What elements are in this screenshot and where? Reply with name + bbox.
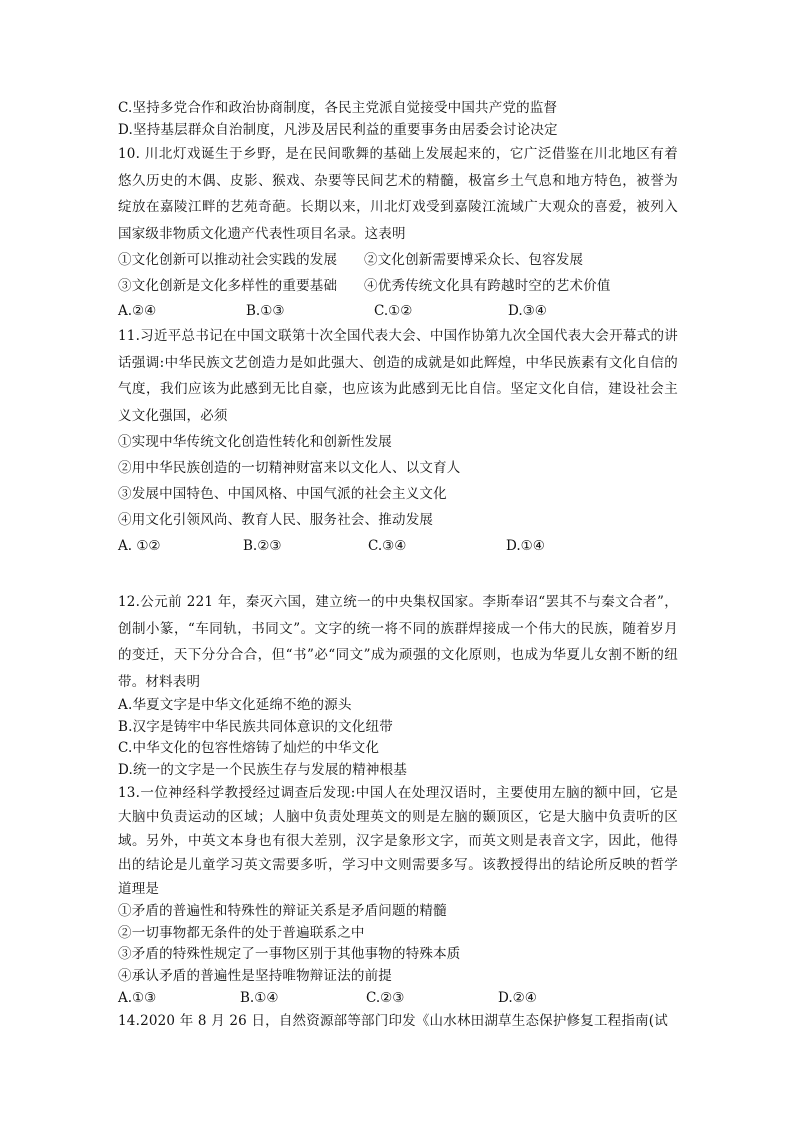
q10-option-b[interactable]: B.①③ (246, 303, 285, 319)
q13-item-1: ①矛盾的普遍性和特殊性的辩证关系是矛盾问题的精髓 (118, 903, 447, 919)
q12-option-c[interactable]: C.中华文化的包容性熔铸了灿烂的中华文化 (118, 740, 380, 756)
q12-options (118, 695, 678, 781)
q11-option-d[interactable]: D.①④ (506, 538, 545, 554)
q11-option-b[interactable]: B.②③ (243, 538, 282, 554)
q10-item-4: ④优秀传统文化具有跨越时空的艺术价值 (364, 278, 611, 294)
q10-option-d[interactable]: D.③④ (508, 303, 547, 319)
q9-tail (118, 98, 678, 141)
q13-item-2: ②一切事物都无条件的处于普遍联系之中 (118, 924, 365, 941)
spacer (118, 559, 678, 589)
q10-items-row-1 (118, 247, 678, 273)
q10-option-a[interactable]: A.②④ (118, 303, 157, 319)
question-13 (118, 781, 678, 1009)
q11-item-2: ②用中华民族创造的一切精神财富来以文化人、以文育人 (118, 460, 461, 476)
q13-item-3: ③矛盾的特殊性规定了一事物区别于其他事物的特殊本质 (118, 946, 461, 962)
q11-stem: 11.习近平总书记在中国文联第十次全国代表大会、中国作协第九次全国代表大会开幕式的讲话强调:中华民族文艺创造力是如此强大、创造的成就是如此辉煌，中华民族素有文化自信的气度，我们应该为此感到无比自豪，也应该为此感到无比自信。坚定文化自信，建设社会主义文化强国，必须 (118, 328, 678, 424)
q10-item-3: ③文化创新是文化多样性的重要基础 (118, 278, 338, 294)
q13-options (118, 987, 678, 1009)
q9-option-d: D.坚持基层群众自治制度，凡涉及居民利益的重要事务由居委会讨论决定 (118, 121, 558, 138)
q10-item-1: ①文化创新可以推动社会实践的发展 (118, 252, 338, 268)
question-11 (118, 323, 678, 559)
question-14 (118, 1009, 678, 1033)
q10-items-row-2 (118, 273, 678, 299)
exam-page (118, 98, 678, 1033)
q13-stem: 13.一位神经科学教授经过调查后发现:中国人在处理汉语时，主要使用左脑的额中回，它是大脑中负责运动的区域；人脑中负责处理英文的则是左脑的颞顶区，它是大脑中负责听的区域。另外，中英文本身也有很大差别，汉字是象形文字，而英文则是表音文字，因此，他得出的结论是儿童学习英文需要多听，学习中文则需要多写。该教授得出的结论所反映的哲学道理是 (118, 785, 678, 897)
q12-option-b[interactable]: B.汉字是铸牢中华民族共同体意识的文化纽带 (118, 718, 393, 735)
q11-option-a[interactable]: A. ①② (118, 538, 161, 554)
q10-options (118, 299, 678, 323)
q11-options (118, 533, 678, 559)
q10-stem: 10. 川北灯戏诞生于乡野，是在民间歌舞的基础上发展起来的，它广泛借鉴在川北地区有着悠久历史的木偶、皮影、猴戏、杂要等民间艺术的精髓，极富乡土气息和地方特色，被誉为绽放在嘉陵江畔的艺苑奇葩。长期以来，川北灯戏受到嘉陵江流域广大观众的喜爱，被列入国家级非物质文化遗产代表性项目名录。这表明 (118, 146, 678, 242)
q10-option-c[interactable]: C.①② (374, 303, 413, 319)
q13-option-c[interactable]: C.②③ (366, 990, 405, 1006)
q14-stem: 14.2020 年 8 月 26 日，自然资源部等部门印发《山水林田湖草生态保护修复工程指南(试 (118, 1013, 668, 1029)
q13-option-d[interactable]: D.②④ (498, 990, 537, 1006)
q13-item-4: ④承认矛盾的普遍性是坚持唯物辩证法的前提 (118, 967, 392, 984)
q11-option-c[interactable]: C.③④ (368, 538, 407, 554)
q11-item-1: ①实现中华传统文化创造性转化和创新性发展 (118, 434, 392, 450)
q10-item-2: ②文化创新需要博采众长、包容发展 (364, 252, 584, 268)
q11-item-3: ③发展中国特色、中国风格、中国气派的社会主义文化 (118, 486, 447, 502)
q12-option-a[interactable]: A.华夏文字是中华文化延绵不绝的源头 (118, 697, 352, 713)
question-10 (118, 141, 678, 323)
q12-option-d[interactable]: D.统一的文字是一个民族生存与发展的精神根基 (118, 761, 408, 778)
question-12 (118, 589, 678, 781)
q11-item-4: ④用文化引领风尚、教育人民、服务社会、推动发展 (118, 512, 434, 528)
q9-option-c: C.坚持多党合作和政治协商制度，各民主党派自觉接受中国共产党的监督 (118, 100, 558, 116)
q13-option-b[interactable]: B.①④ (240, 990, 279, 1006)
q13-items (118, 901, 678, 987)
q12-stem: 12.公元前 221 年，秦灭六国，建立统一的中央集权国家。李斯奉诏“罢其不与秦文合者”，创制小篆，“车同轨，书同文”。文字的统一将不同的族群焊接成一个伟大的民族，随着岁月的变迁，天下分分合合，但“书”必“同文”成为顽强的文化原则，也成为华夏儿女割不断的纽带。材料表明 (118, 594, 678, 690)
q13-option-a[interactable]: A.①③ (118, 990, 157, 1006)
